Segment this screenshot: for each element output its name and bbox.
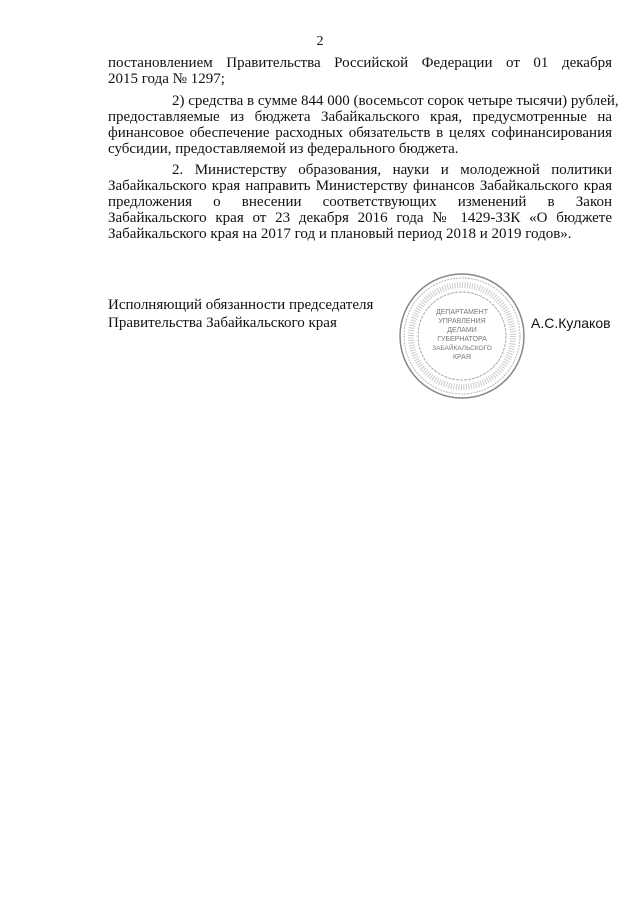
svg-text:ДЕЛАМИ: ДЕЛАМИ (447, 327, 477, 334)
paragraph-line: Забайкальского края от 23 декабря 2016 года № 1429-ЗЗК «О бюджете (108, 210, 612, 226)
paragraph-line: 2015 года № 1297; (108, 71, 225, 87)
svg-text:ГУБЕРНАТОРА: ГУБЕРНАТОРА (437, 336, 487, 343)
page-number: 2 (316, 34, 324, 49)
svg-text:КРАЯ: КРАЯ (452, 354, 472, 361)
paragraph-line: субсидии, предоставляемой из федерального бюджета. (108, 141, 459, 157)
paragraph-line: финансовое обеспечение расходных обязательств в целях софинансирования (108, 125, 612, 141)
paragraph-line: Забайкальского края на 2017 год и плановый период 2018 и 2019 годов». (108, 226, 572, 242)
signatory-name: А.С.Кулаков (531, 315, 611, 331)
svg-text:ДЕПАРТАМЕНТ: ДЕПАРТАМЕНТ (435, 309, 489, 316)
paragraph-line: постановлением Правительства Российской Федерации от 01 декабря (108, 55, 612, 71)
official-stamp (398, 272, 526, 400)
signatory-position: Правительства Забайкальского края (108, 315, 337, 331)
paragraph-line: предоставляемые из бюджета Забайкальского края, предусмотренные на (108, 109, 612, 125)
paragraph-line: 2. Министерству образования, науки и молодежной политики (172, 162, 612, 178)
svg-text:УПРАВЛЕНИЯ: УПРАВЛЕНИЯ (438, 318, 486, 325)
paragraph-line: предложения о внесении соответствующих изменений в Закон (108, 194, 612, 210)
signatory-position: Исполняющий обязанности председателя (108, 297, 374, 313)
svg-text:ЗАБАЙКАЛЬСКОГО: ЗАБАЙКАЛЬСКОГО (432, 345, 492, 352)
paragraph-line: 2) средства в сумме 844 000 (восемьсот сорок четыре тысячи) рублей, (172, 93, 619, 109)
paragraph-line: Забайкальского края направить Министерству финансов Забайкальского края (108, 178, 612, 194)
